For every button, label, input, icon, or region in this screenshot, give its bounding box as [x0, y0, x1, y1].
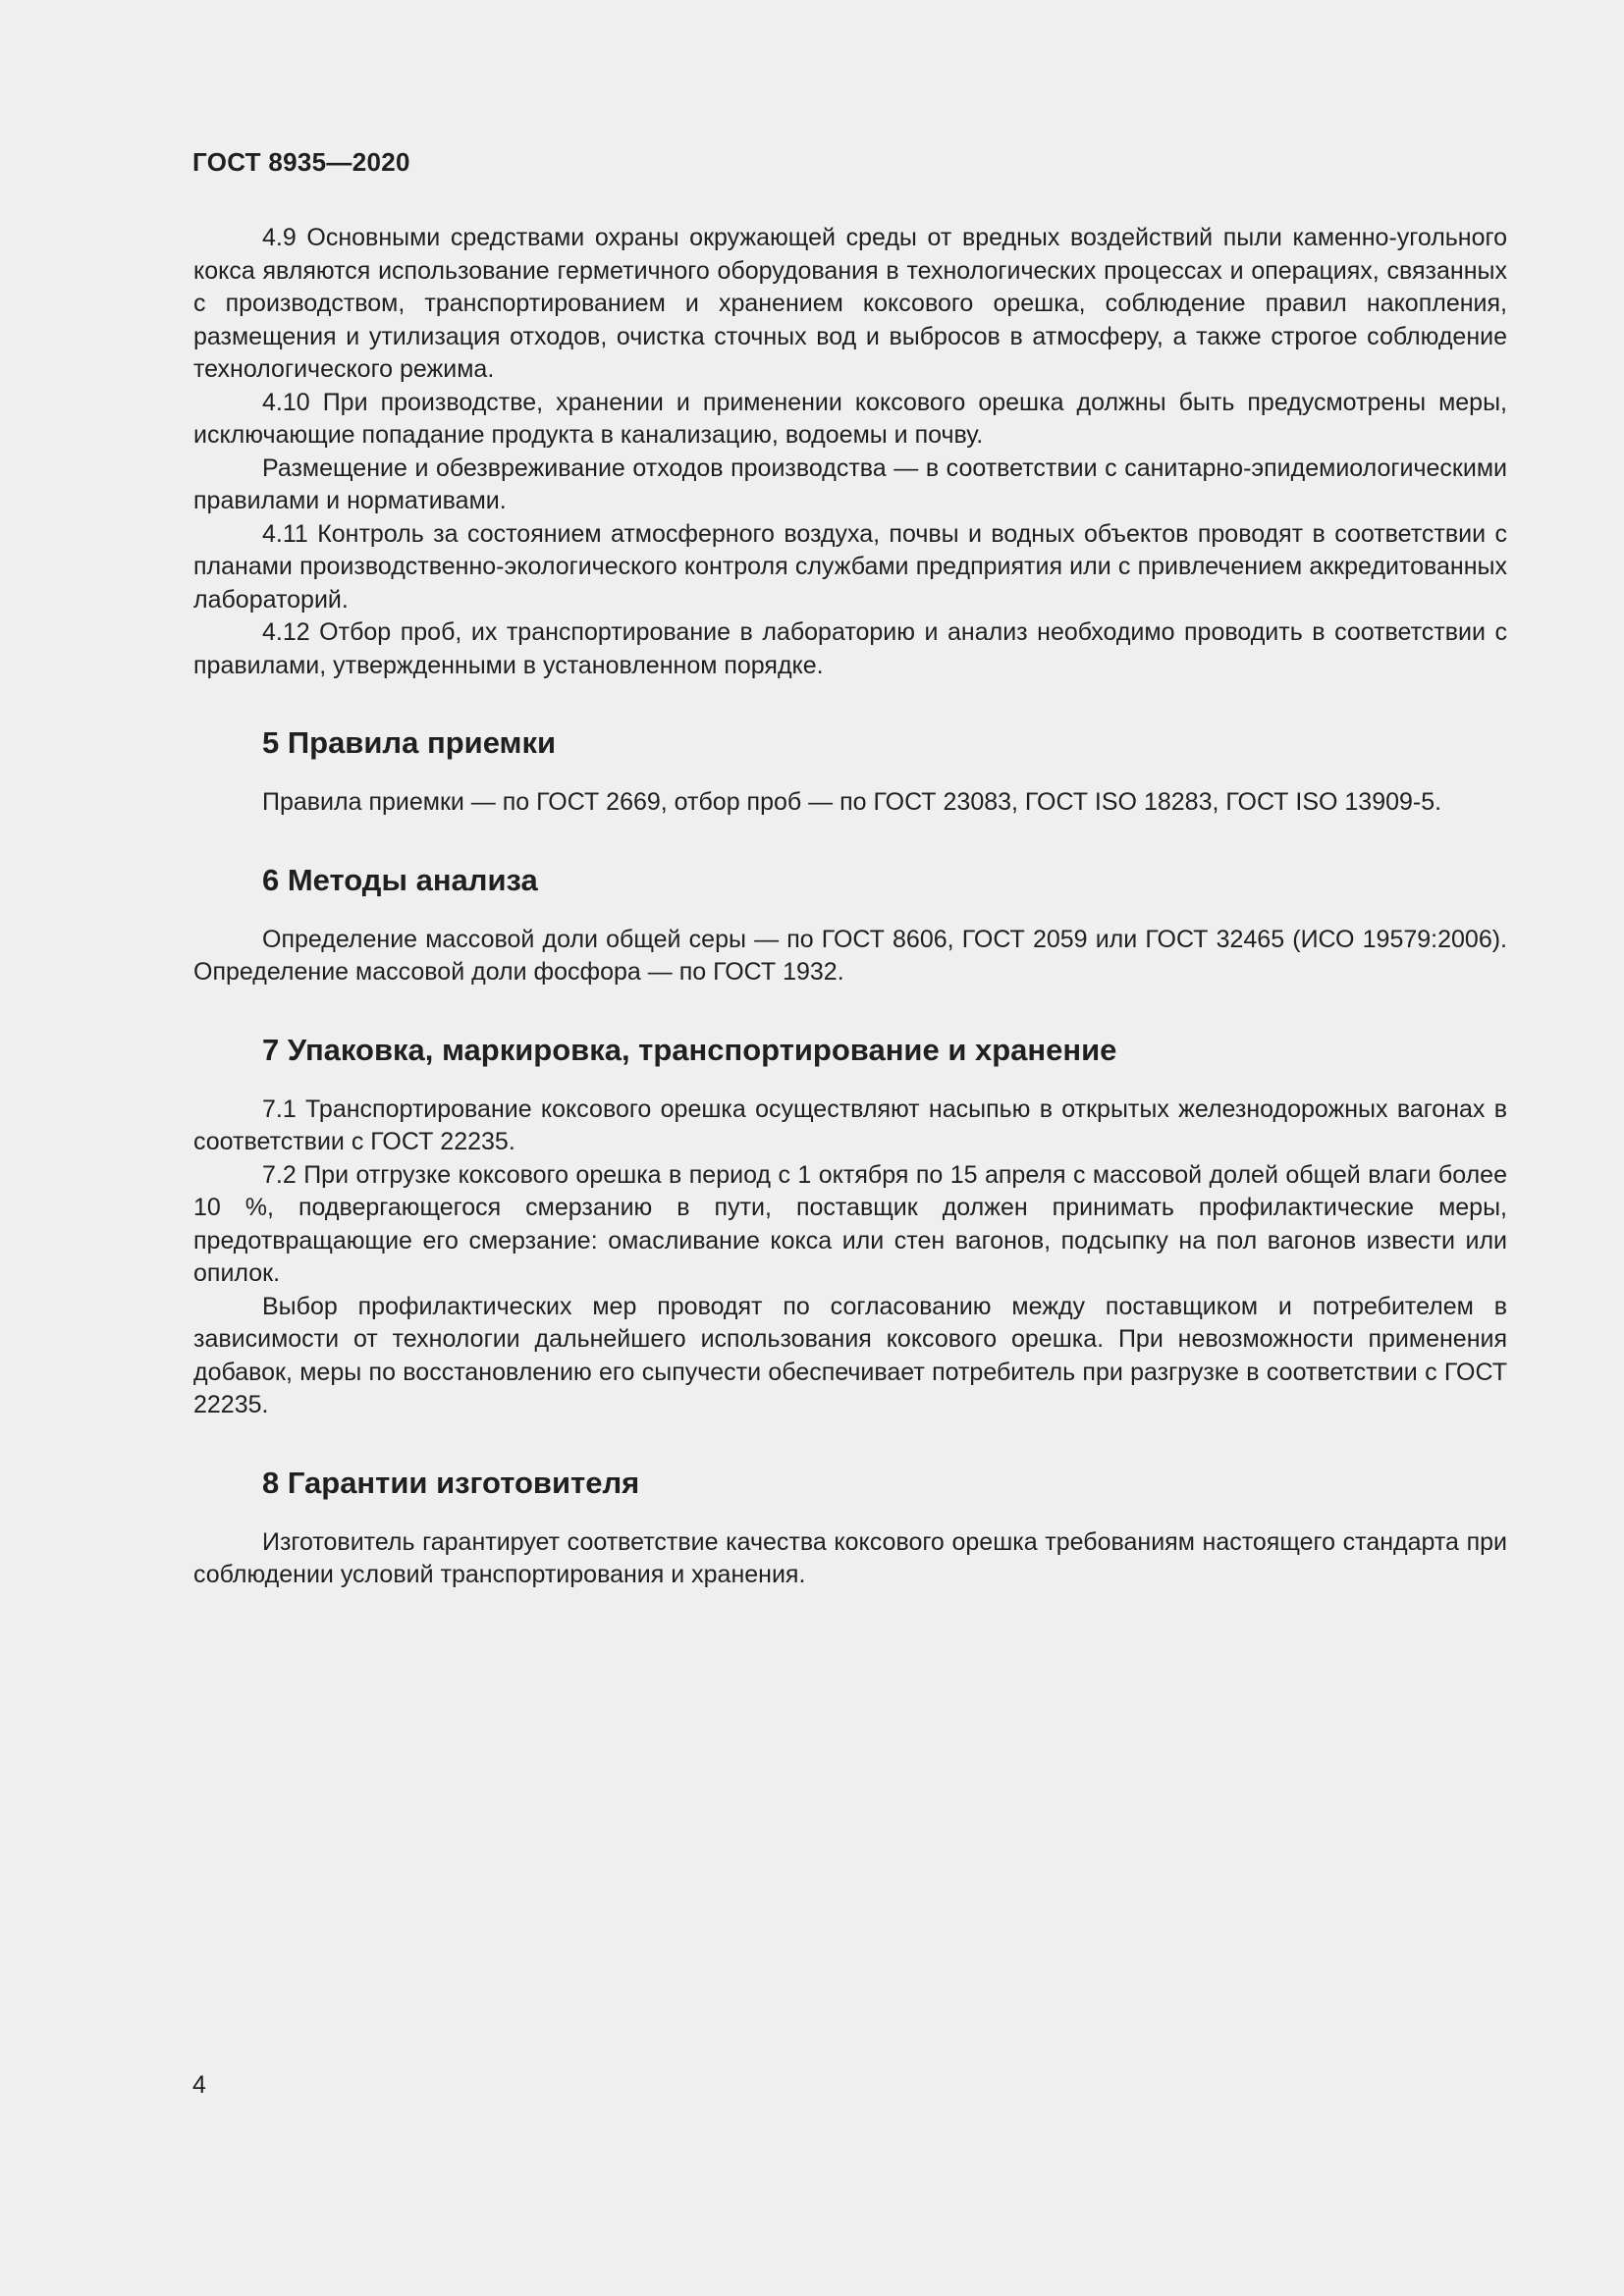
section-7-heading: 7 Упаковка, маркировка, транспортирование и хранение: [262, 1032, 1117, 1067]
page-number: 4: [192, 2071, 206, 2099]
section-5-heading: 5 Правила приемки: [262, 725, 557, 760]
section-5-paragraph: Правила приемки — по ГОСТ 2669, отбор проб — по ГОСТ 23083, ГОСТ ISO 18283, ГОСТ ISO 13909-5.: [262, 788, 1442, 816]
paragraph-4-9: 4.9 Основными средствами охраны окружающей среды от вредных воздействий пыли каменно-угольного кокса являются использование герметичного оборудования в технологических процессах и операциях, связанных с производством, транспортированием и хранением коксового орешка, соблюдение правил накопления, размещения и утилизация отходов, очистка сточных вод и выбросов в атмосферу, а также строгое соблюдение технологического режима.: [193, 224, 1507, 383]
document-body: [193, 222, 1507, 1592]
paragraph-4-10: 4.10 При производстве, хранении и применении коксового орешка должны быть предусмотрены меры, исключающие попадание продукта в канализацию, водоемы и почву.: [193, 388, 1507, 449]
document-header: ГОСТ 8935—2020: [192, 147, 410, 177]
section-8-paragraph: Изготовитель гарантирует соответствие качества коксового орешка требованиям настоящего стандарта при соблюдении условий транспортирования и хранения.: [193, 1527, 1507, 1588]
paragraph-waste-disposal: Размещение и обезвреживание отходов производства — в соответствии с санитарно-эпидемиологическими правилами и нормативами.: [193, 454, 1507, 514]
paragraph-7-1: 7.1 Транспортирование коксового орешка осуществляют насыпью в открытых железнодорожных вагонах в соответствии с ГОСТ 22235.: [193, 1095, 1507, 1155]
section-6-heading: 6 Методы анализа: [262, 862, 538, 897]
section-6-paragraph: Определение массовой доли общей серы — по ГОСТ 8606, ГОСТ 2059 или ГОСТ 32465 (ИСО 19579:2006). Определение массовой доли фосфора — по ГОСТ 1932.: [193, 925, 1507, 986]
paragraph-7-2: 7.2 При отгрузке коксового орешка в период с 1 октября по 15 апреля с массовой долей общей влаги более 10 %, подвергающегося смерзанию в пути, поставщик должен принимать профилактические меры, предотвращающие его смерзание: омасливание кокса или стен вагонов, подсыпку на пол вагонов извести или опилок.: [193, 1160, 1507, 1287]
section-8-heading: 8 Гарантии изготовителя: [262, 1465, 640, 1500]
paragraph-4-11: 4.11 Контроль за состоянием атмосферного воздуха, почвы и водных объектов проводят в соответствии с планами производственно-экологического контроля службами предприятия или с привлечением аккредитованных лабораторий.: [193, 519, 1507, 614]
paragraph-preventive-measures: Выбор профилактических мер проводят по согласованию между поставщиком и потребителем в зависимости от технологии дальнейшего использования коксового орешка. При невозможности применения добавок, меры по восстановлению его сыпучести обеспечивает потребитель при разгрузке в соответствии с ГОСТ 22235.: [193, 1292, 1507, 1418]
paragraph-4-12: 4.12 Отбор проб, их транспортирование в лабораторию и анализ необходимо проводить в соответствии с правилами, утвержденными в установленном порядке.: [193, 618, 1507, 679]
